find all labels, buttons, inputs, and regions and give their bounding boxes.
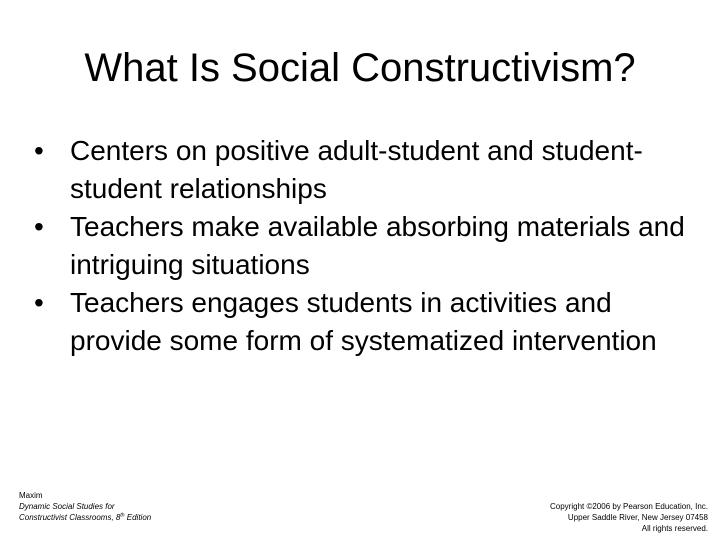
bullet-item <box>32 132 692 208</box>
footer-copyright-line2: Upper Saddle River, New Jersey 07458 <box>567 513 708 522</box>
bullet-text: Teachers make available absorbing materials and intriguing situations <box>70 211 685 280</box>
bullet-text: Centers on positive adult-student and student-student relationships <box>70 135 643 204</box>
footer-book-citation <box>19 490 151 523</box>
slide-title: What Is Social Constructivism? <box>84 46 636 90</box>
bullet-item <box>32 208 692 284</box>
footer-book-title-line2 <box>19 512 151 523</box>
footer-copyright-line3: All rights reserved. <box>641 524 708 533</box>
footer-book-title-suffix: Edition <box>124 513 152 522</box>
bullet-list <box>32 132 692 360</box>
bullet-dot-icon: • <box>34 135 44 166</box>
bullet-item <box>32 284 692 360</box>
footer-book-title-line1: Dynamic Social Studies for <box>19 502 115 511</box>
bullet-text: Teachers engages students in activities and provide some form of systematized intervention <box>70 287 657 356</box>
footer-edition-superscript: th <box>120 512 125 519</box>
bullet-dot-icon: • <box>34 287 44 318</box>
footer-author: Maxim <box>19 491 43 500</box>
footer-copyright <box>550 501 708 534</box>
bullet-dot-icon: • <box>34 211 44 242</box>
footer-copyright-line1: Copyright ©2006 by Pearson Education, Inc. <box>550 502 708 511</box>
footer-book-title-prefix: Constructivist Classrooms, 8 <box>19 513 121 522</box>
